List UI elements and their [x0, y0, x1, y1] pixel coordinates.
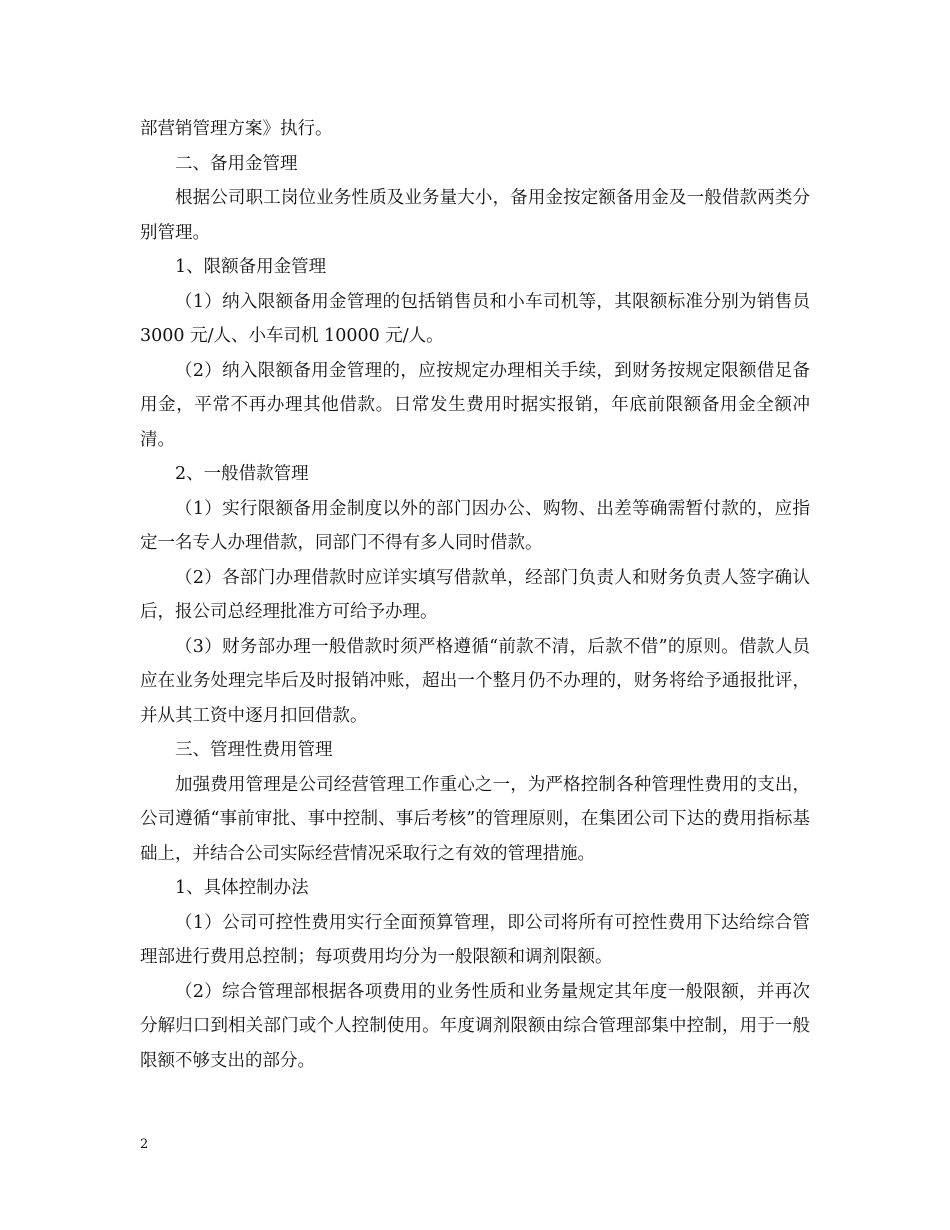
paragraph-quota-item-2: （2）纳入限额备用金管理的，应按规定办理相关手续，到财务按规定限额借足备用金，平常不再办理其他借款。日常发生费用时据实报销，年底前限额备用金全额冲清。 [140, 360, 810, 450]
paragraph-loan-item-3: （3）财务部办理一般借款时须严格遵循“前款不清，后款不借”的原则。借款人员应在业务处理完毕后及时报销冲账，超出一个整月仍不办理的，财务将给予通报批评，并从其工资中逐月扣回借款。 [140, 636, 810, 726]
paragraph-expense-intro: 加强费用管理是公司经营管理工作重心之一，为严格控制各种管理性费用的支出，公司遵循“事前审批、事中控制、事后考核”的管理原则，在集团公司下达的费用指标基础上，并结合公司实际经营情况采取行之有效的管理措施。 [140, 774, 810, 864]
subheading-quota-petty-cash: 1、限额备用金管理 [175, 257, 327, 277]
paragraph-quota-item-1: （1）纳入限额备用金管理的包括销售员和小车司机等，其限额标准分别为销售员 3000 元/人、小车司机 10000 元/人。 [140, 291, 810, 346]
paragraph-loan-item-1: （1）实行限额备用金制度以外的部门因办公、购物、出差等确需暂付款的，应指定一名专人办理借款，同部门不得有多人同时借款。 [140, 498, 810, 553]
paragraph-petty-cash-intro: 根据公司职工岗位业务性质及业务量大小，备用金按定额备用金及一般借款两类分别管理。 [140, 188, 810, 243]
heading-petty-cash-management: 二、备用金管理 [175, 153, 298, 174]
paragraph-continuation: 部营销管理方案》执行。 [140, 119, 333, 139]
paragraph-control-item-2: （2）综合管理部根据各项费用的业务性质和业务量规定其年度一般限额，并再次分解归口到相关部门或个人控制使用。年度调剂限额由综合管理部集中控制，用于一般限额不够支出的部分。 [140, 981, 810, 1071]
paragraph-control-item-1: （1）公司可控性费用实行全面预算管理，即公司将所有可控性费用下达给综合管理部进行费用总控制；每项费用均分为一般限额和调剂限额。 [140, 912, 810, 967]
document-body [140, 112, 810, 1078]
subheading-general-loan: 2、一般借款管理 [175, 464, 309, 484]
paragraph-loan-item-2: （2）各部门办理借款时应详实填写借款单，经部门负责人和财务负责人签字确认后，报公司总经理批准方可给予办理。 [140, 567, 810, 622]
heading-administrative-expense: 三、管理性费用管理 [175, 740, 333, 760]
page-number: 2 [140, 1137, 149, 1152]
subheading-control-methods: 1、具体控制办法 [175, 878, 309, 898]
